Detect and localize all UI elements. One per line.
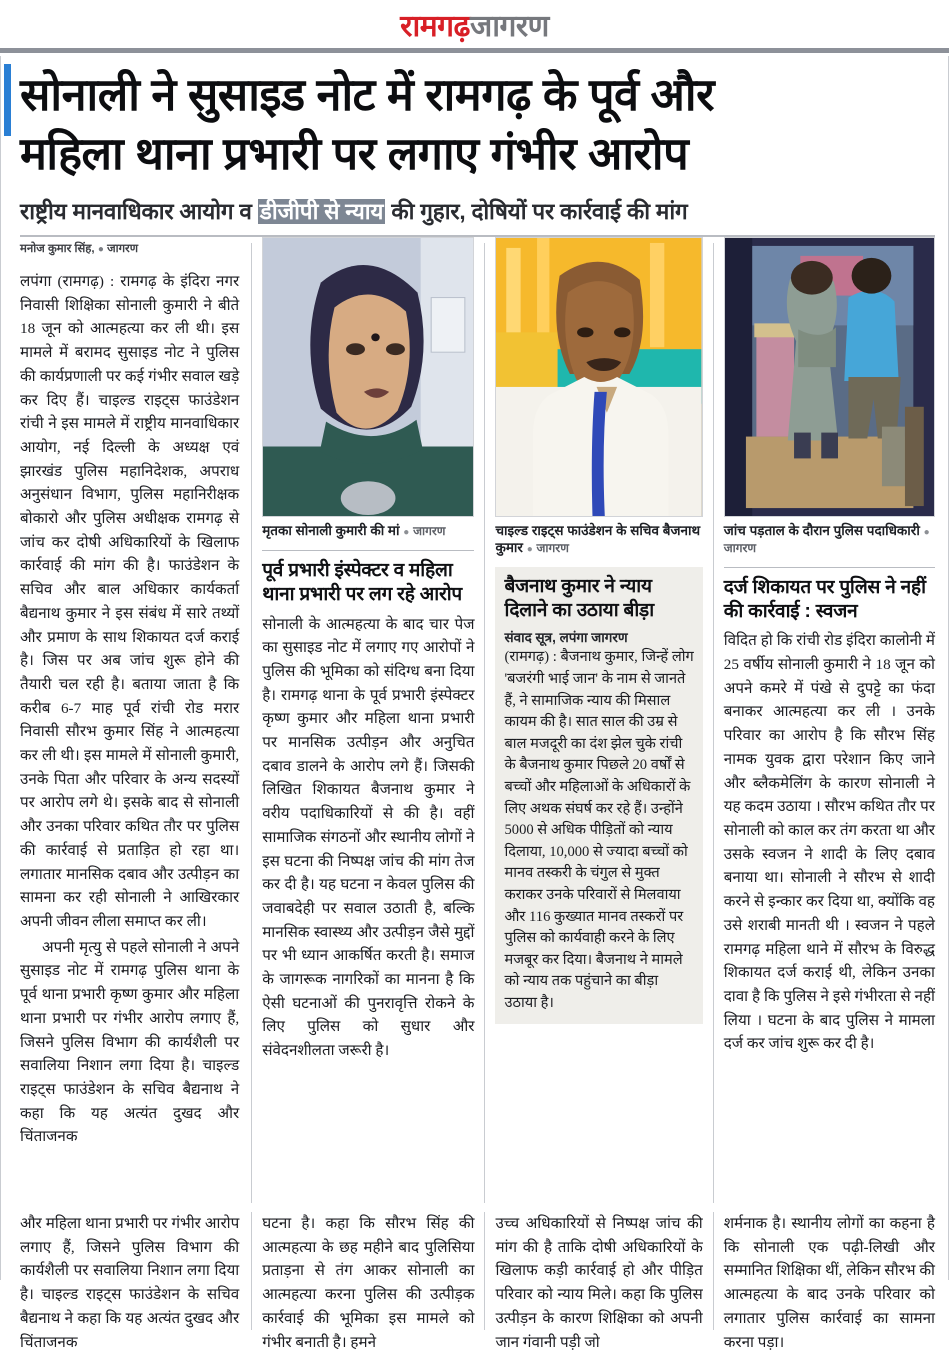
logo-primary-text: रामगढ़ (400, 9, 470, 43)
headline-block (0, 56, 949, 237)
sub-headline (20, 195, 935, 226)
logo-secondary-text: जागरण (469, 9, 549, 43)
headline-line-1: सोनाली ने सुसाइड नोट में रामगढ़ के पूर्व और (20, 69, 714, 120)
column-4 (714, 237, 943, 1212)
bullet-icon: ● (403, 527, 410, 538)
photo-woman-graphic (263, 238, 473, 516)
photo-caption-text: चाइल्ड राइट्स फाउंडेशन के सचिव बैजनाथ कुमार (495, 523, 701, 555)
bullet-icon: ● (526, 543, 533, 555)
continuation-paragraph: शर्मनाक है। स्थानीय लोगों का कहना है कि सोनाली एक पढ़ी-लिखी और सम्मानित शिक्षिका थीं, लेकिन सौरभ की आत्महत्या के बाद उनके परिवार को लगातार पुलिस कार्रवाई का सामना करना पड़ा। (723, 1215, 935, 1351)
publication-logo (400, 4, 549, 45)
section-source-line: संवाद सूत्र, लपंगा जागरण (504, 630, 628, 646)
headline-accent-bar (4, 64, 11, 136)
subheadline-after: की गुहार, दोषियों पर कार्रवाई की मांग (385, 199, 688, 224)
photo-police-station (724, 237, 935, 517)
column-3 (485, 237, 712, 1212)
bottom-column-3 (485, 1212, 712, 1354)
section-divider (724, 567, 935, 568)
masthead (0, 0, 949, 48)
headline-line-2: महिला थाना प्रभारी पर लगाए गंभीर आरोप (20, 127, 689, 179)
photo-man-graphic (496, 238, 701, 516)
section-paragraph: विदित हो कि रांची रोड इंदिरा कालोनी में 25 वर्षीय सोनाली कुमारी ने 18 जून को अपने कमरे में पंखे से दुपट्टे का फंदा बनाकर आत्महत्या कर ली । उनके परिवार का आरोप है कि सौरभ सिंह नामक युवक द्वारा परेशान किए जाने और ब्लैकमेलिंग के कारण सोनाली ने यह कदम उठाया । सौरभ कथित तौर पर सोनाली को काल कर तंग करता था और उसके स्वजन ने शादी के लिए दबाव बनाया था। सोनाली ने सौरभ से शादी करने से इन्कार कर दिया था, क्योंकि वह उसे शराबी मानती थी । स्वजन ने पहले रामगढ़ महिला थाने में सौरभ के विरुद्ध शिकायत दर्ज कराई थी, लेकिन उनका दावा है कि पुलिस ने इसे गंभीरता से नहीं लिया । घटना के बाद पुलिस ने मामला दर्ज कर जांच शुरू कर दी है। (723, 632, 935, 1053)
subheadline-before: राष्ट्रीय मानवाधिकार आयोग व (20, 199, 258, 224)
section-headline: पूर्व प्रभारी इंस्पेक्टर व महिला थाना प्रभारी पर लग रहे आरोप (262, 559, 463, 606)
article-paragraph: लपंगा (रामगढ़) : रामगढ़ के इंदिरा नगर निवासी शिक्षिका सोनाली कुमारी ने बीते 18 जून को आत्महत्या कर ली थी। इस मामले में बरामद सुसाइड नोट ने पुलिस की कार्यप्रणाली पर कई गंभीर सवाल खड़े कर दिए हैं। चाइल्ड राइट्स फाउंडेशन रांची ने इस मामले में राष्ट्रीय मानवाधिकार आयोग, नई दिल्ली के अध्यक्ष एवं झारखंड पुलिस महानिदेशक, अपराध अनुसंधान विभाग, पुलिस महानिरीक्षक बोकारो और पुलिस अधीक्षक रामगढ़ से जांच कर दोषी अधिकारियों के खिलाफ कार्रवाई की मांग की है। फाउंडेशन के सचिव और बाल अधिकार कार्यकर्ता बैद्यनाथ कुमार ने इस संबंध में सारे तथ्यों और प्रमाण के साथ शिकायत दर्ज कराई है। जिस पर अब जांच शुरू होने की तैयारी चल रही है। बताया जाता है कि करीब 6-7 माह पूर्व रांची रोड मरार निवासी सौरभ कुमार सिंह ने आत्महत्या कर ली थी। इस मामले में सोनाली कुमारी, उनके पिता और परिवार के अन्य सदस्यों पर आरोप लगे थे। इसके बाद से सोनाली और उनका परिवार कथित तौर पर पुलिस की कार्रवाई से प्रताड़ित हो रहा था। लगातार मानसिक दबाव और उत्पीड़न का सामना कर रही सोनाली ने आखिरकार अपनी जीवन लीला समाप्त कर ली। (20, 273, 240, 930)
photo-caption (262, 523, 474, 540)
continuation-paragraph: घटना है। कहा कि सौरभ सिंह की आत्महत्या के छह महीने बाद पुलिसिया प्रताड़ना से तंग आकर सोनाली का आत्महत्या करना पुलिस की उत्पीड़क कार्रवाई की भूमिका इस मामले को गंभीर बनाती है। हमने (262, 1215, 475, 1351)
photo-police-graphic (725, 238, 934, 516)
section-headline: बैजनाथ कुमार ने न्याय दिलाने का उठाया बीड़ा (504, 575, 654, 622)
subheadline-highlight: डीजीपी से न्याय (259, 199, 384, 224)
section-headline: दर्ज शिकायत पर पुलिस ने नहीं की कार्रवाई : स्वजन (723, 576, 926, 623)
bottom-column-2 (252, 1212, 484, 1354)
photo-caption (724, 523, 935, 557)
photo-woman-portrait (262, 237, 474, 517)
byline (20, 241, 239, 256)
bottom-continuation (0, 1212, 949, 1354)
column-2 (252, 237, 484, 1212)
bottom-column-4 (714, 1212, 943, 1354)
photo-caption-text: जांच पड़ताल के दौरान पुलिस पदाधिकारी (723, 523, 920, 538)
photo-man-lanyard (495, 237, 702, 517)
photo-caption-text: मृतका सोनाली कुमारी की मां (262, 523, 400, 538)
main-content (0, 237, 949, 1212)
column-1 (6, 237, 251, 1212)
photo-credit: जागरण (723, 540, 757, 555)
byline-source: जागरण (107, 243, 139, 255)
bullet-icon: ● (923, 527, 930, 538)
photo-credit: जागरण (413, 524, 446, 538)
article-paragraph: अपनी मृत्यु से पहले सोनाली ने अपने सुसाइड नोट में रामगढ़ पुलिस थाना के पूर्व थाना प्रभारी कृष्ण कुमार और महिला थाना प्रभारी पर गंभीर आरोप लगाए हैं, जिसने पुलिस विभाग की कार्यशैली पर सवालिया निशान लगा दिया है। चाइल्ड राइट्स फाउंडेशन के सचिव बैद्यनाथ ने कहा कि यह अत्यंत दुखद और चिंताजनक (20, 938, 240, 1146)
byline-author: मनोज कुमार सिंह, (20, 243, 95, 255)
continuation-paragraph: उच्च अधिकारियों से निष्पक्ष जांच की मांग की है ताकि दोषी अधिकारियों के खिलाफ कड़ी कार्रवाई हो और पीड़ित परिवार को न्याय मिले। कहा कि पुलिस उत्पीड़न के कारण शिक्षिका को अपनी जान गंवानी पड़ी जो (495, 1215, 703, 1351)
continuation-paragraph: और महिला थाना प्रभारी पर गंभीर आरोप लगाए हैं, जिसने पुलिस विभाग की कार्यशैली पर सवालिया निशान लगा दिया है। चाइल्ड राइट्स फाउंडेशन के सचिव बैद्यनाथ ने कहा कि यह अत्यंत दुखद और चिंताजनक (20, 1215, 240, 1351)
section-paragraph: (रामगढ़) : बैजनाथ कुमार, जिन्हें लोग 'बजरंगी भाई जान' के नाम से जानते हैं, ने सामाजिक न्याय की मिसाल कायम की है। सात साल की उम्र से बाल मजदूरी का दंश झेल चुके रांची के बैजनाथ कुमार पिछले 20 वर्षों से बच्चों और महिलाओं के अधिकारों के लिए अथक संघर्ष कर रहे हैं। उन्होंने 5000 से अधिक पीड़ितों को न्याय दिलाया, 10,000 से ज्यादा बच्चों को मानव तस्करी के चंगुल से मुक्त कराकर उनके परिवारों से मिलवाया और 116 कुख्यात मानव तस्करों पर पुलिस को कार्यवाही करने के लिए मजबूर कर दिया। बैजनाथ ने मामले को न्याय तक पहुंचाने का बीड़ा उठाया है। (504, 649, 694, 1011)
section-paragraph: सोनाली के आत्महत्या के बाद चार पेज का सुसाइड नोट में लगाए गए आरोपों ने पुलिस की भूमिका को संदिग्ध बना दिया है। रामगढ़ थाना के पूर्व प्रभारी इंस्पेक्टर कृष्ण कुमार और महिला थाना प्रभारी पर मानसिक उत्पीड़न और अनुचित दबाव डालने के आरोप लगे हैं। जिसकी लिखित शिकायत बैजनाथ कुमार ने वरीय पदाधिकारियों से की है। वहीं सामाजिक संगठनों और स्थानीय लोगों ने इस घटना की निष्पक्ष जांच की मांग तेज कर दी है। यह घटना न केवल पुलिस की जवाबदेही पर सवाल उठाती है, बल्कि मानसिक स्वास्थ्य और उत्पीड़न जैसे मुद्दों पर भी ध्यान आकर्षित करती है। समाज के जागरूक नागरिकों का मानना है कि ऐसी घटनाओं की पुनरावृत्ति रोकने के लिए पुलिस को सुधार और संवेदनशीलता जरूरी है। (262, 615, 475, 1060)
page-left-border (0, 56, 1, 1280)
bottom-column-1 (6, 1212, 251, 1354)
photo-credit: जागरण (536, 540, 569, 555)
page-title (20, 66, 935, 183)
sidebar-story-box (495, 567, 702, 1025)
photo-caption (495, 523, 702, 557)
bullet-icon: ● (97, 244, 104, 255)
section-divider (262, 550, 474, 551)
